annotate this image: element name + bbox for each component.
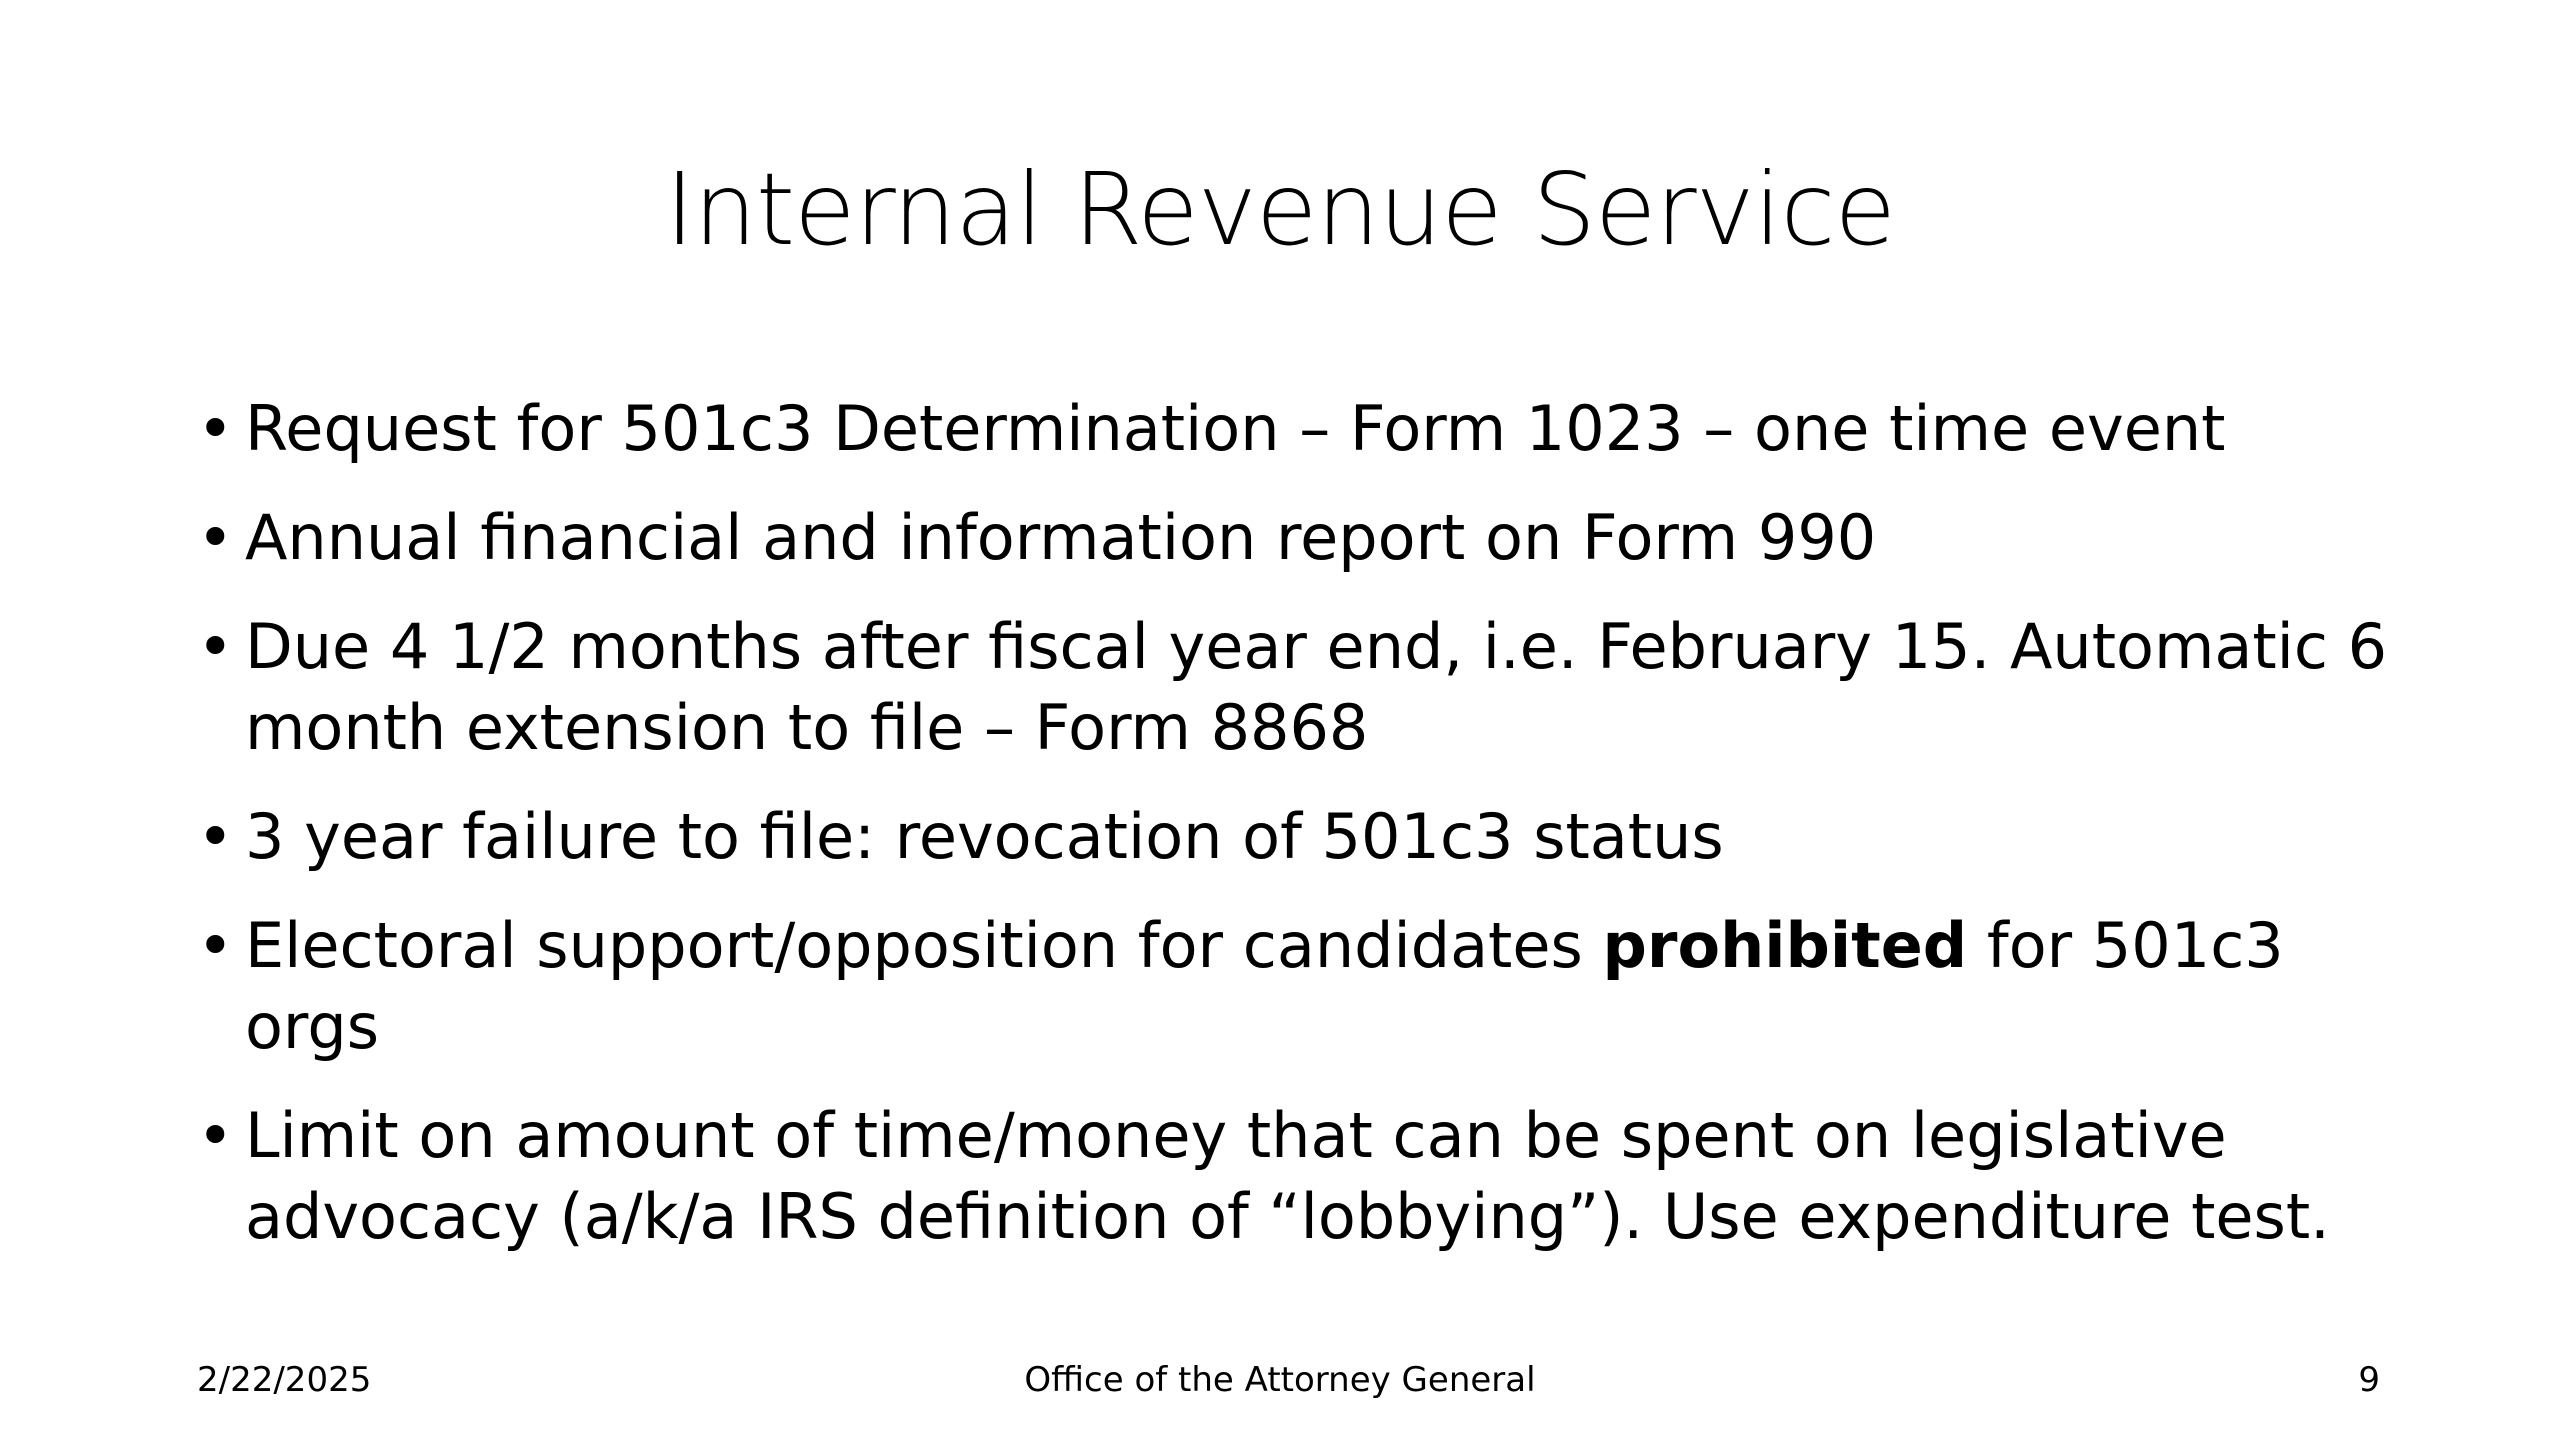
bullet-marker: • — [197, 392, 234, 465]
bullet-marker: • — [197, 909, 234, 982]
slide-title: Internal Revenue Service — [664, 151, 1896, 268]
bullet-text-bold: prohibited — [1602, 909, 1968, 982]
bullet-text: Annual financial and information report on Form 990 — [245, 501, 1877, 574]
bullet-marker: • — [197, 1099, 234, 1172]
bullet-marker: • — [197, 501, 234, 574]
footer-page-number: 9 — [2358, 1360, 2380, 1400]
footer-center-text: Office of the Attorney General — [1024, 1360, 1536, 1400]
bullet-text-before: Electoral support/opposition for candidates — [245, 909, 1603, 982]
bullet-text: Due 4 1/2 months after fiscal year end, i.e. February 15. Automatic 6 month extension to file – Form 8868 — [245, 610, 2388, 764]
bullet-item — [195, 1095, 2415, 1257]
bullet-text: 3 year failure to file: revocation of 501c3 status — [245, 800, 1724, 873]
bullet-list — [195, 388, 2415, 1285]
bullet-item — [195, 388, 2415, 469]
bullet-item — [195, 796, 2415, 877]
bullet-text-after: for 501c3 orgs — [245, 909, 2284, 1063]
bullet-text: Limit on amount of time/money that can be spent on legislative advocacy (a/k/a IRS definition of “lobbying”). Use expenditure test. — [245, 1099, 2330, 1253]
bullet-item — [195, 606, 2415, 768]
bullet-item — [195, 497, 2415, 578]
footer-date: 2/22/2025 — [197, 1360, 372, 1400]
bullet-text: Request for 501c3 Determination – Form 1023 – one time event — [245, 392, 2226, 465]
bullet-marker: • — [197, 800, 234, 873]
bullet-marker: • — [197, 610, 234, 683]
bullet-item — [195, 905, 2415, 1067]
